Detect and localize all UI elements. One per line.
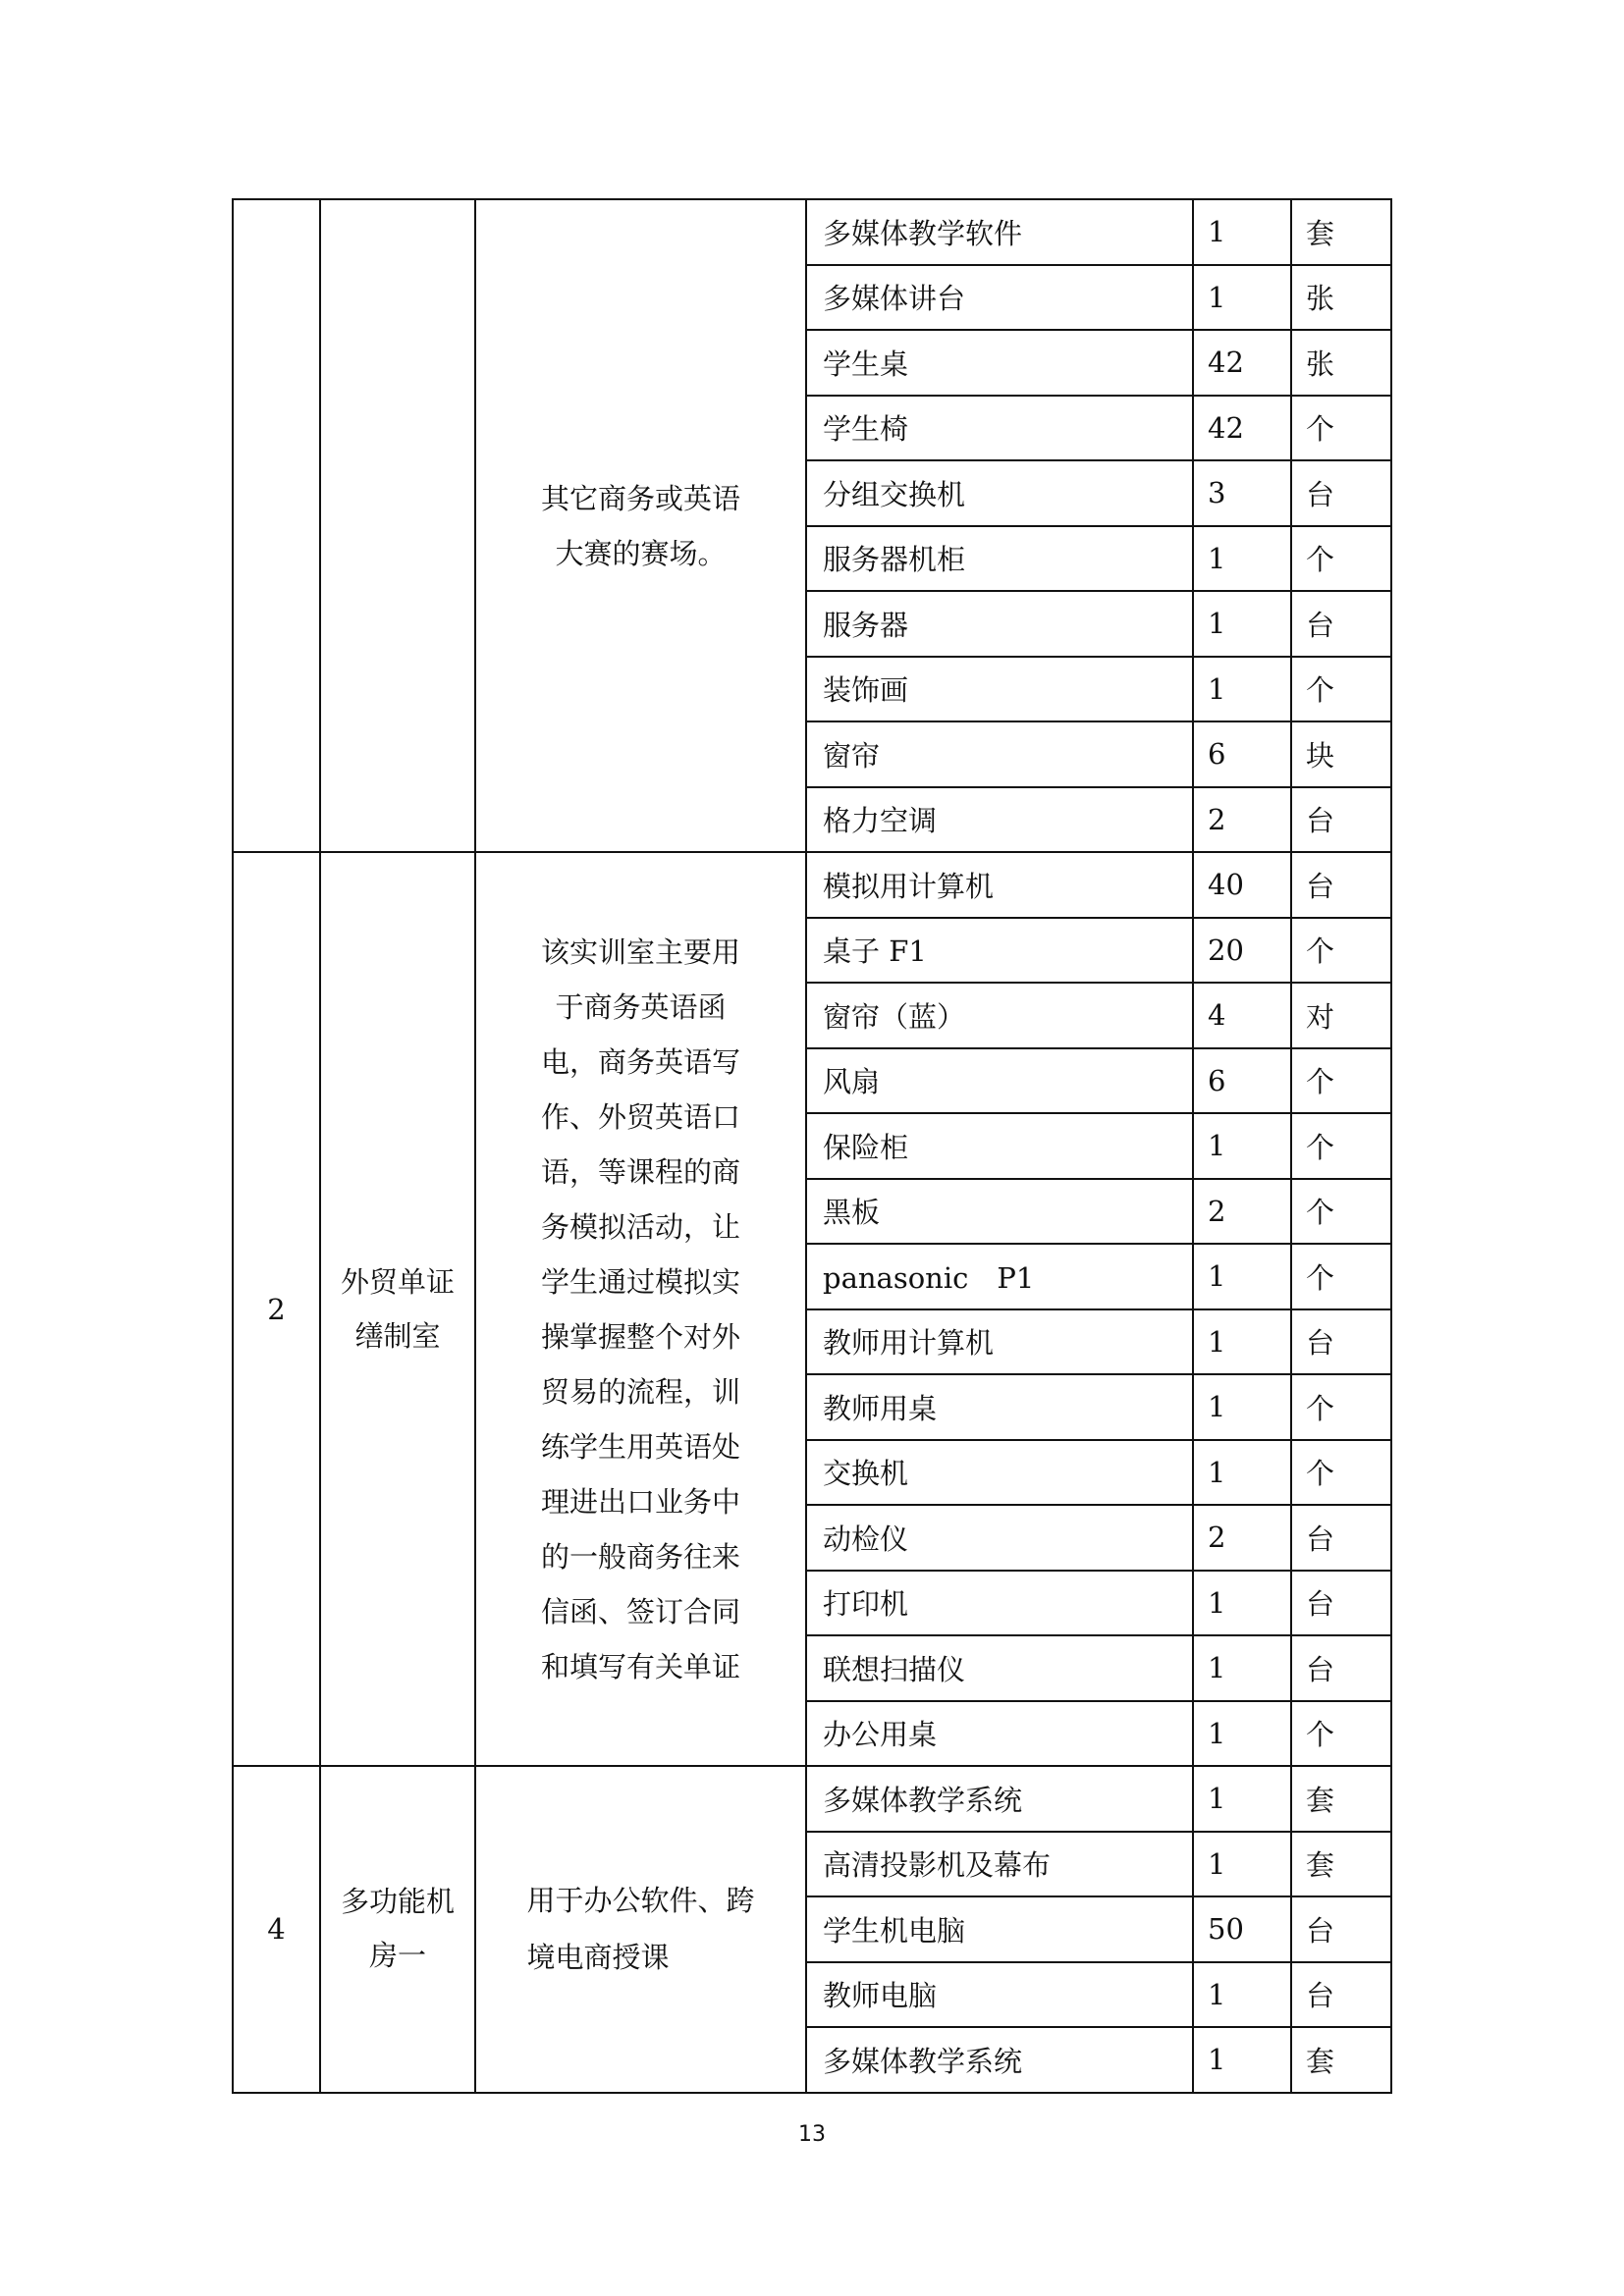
equipment-unit-cell: 个	[1291, 396, 1391, 461]
room-number-cell: 2	[233, 852, 320, 1766]
equipment-name-cell: 多媒体教学系统	[806, 1766, 1193, 1832]
equipment-unit-cell: 台	[1291, 1309, 1391, 1375]
equipment-name-cell: 交换机	[806, 1440, 1193, 1506]
room-description-cell	[475, 1766, 806, 2093]
equipment-name-cell: 黑板	[806, 1179, 1193, 1245]
equipment-quantity-cell: 50	[1193, 1896, 1291, 1962]
equipment-quantity-cell: 1	[1193, 1962, 1291, 2028]
equipment-unit-cell: 台	[1291, 1505, 1391, 1571]
equipment-quantity-cell: 1	[1193, 265, 1291, 331]
equipment-unit-cell: 个	[1291, 918, 1391, 984]
equipment-unit-cell: 个	[1291, 1244, 1391, 1309]
equipment-unit-cell: 个	[1291, 1048, 1391, 1114]
equipment-unit-cell: 台	[1291, 460, 1391, 526]
equipment-name-cell: 联想扫描仪	[806, 1635, 1193, 1701]
equipment-unit-cell: 套	[1291, 2027, 1391, 2093]
equipment-quantity-cell: 42	[1193, 330, 1291, 396]
room-description-text: 该实训室主要用于商务英语函电，商务英语写作、外贸英语口语，等课程的商务模拟活动，让学生通过模拟实操掌握整个对外贸易的流程，训练学生用英语处理进出口业务中的一般商务往来信函、签订合同和填写有关单证	[541, 934, 741, 1683]
room-number-cell: 4	[233, 1766, 320, 2093]
equipment-unit-cell: 台	[1291, 852, 1391, 918]
equipment-unit-cell: 台	[1291, 1962, 1391, 2028]
equipment-quantity-cell: 1	[1193, 1440, 1291, 1506]
table-row	[233, 199, 1391, 265]
equipment-unit-cell: 个	[1291, 657, 1391, 722]
equipment-unit-cell: 套	[1291, 1766, 1391, 1832]
equipment-unit-cell: 台	[1291, 1635, 1391, 1701]
equipment-name-cell: 学生机电脑	[806, 1896, 1193, 1962]
equipment-name-cell: 学生桌	[806, 330, 1193, 396]
room-name-cell	[320, 852, 475, 1766]
equipment-quantity-cell: 1	[1193, 1113, 1291, 1179]
room-description-text: 用于办公软件、跨境电商授课	[526, 1884, 755, 1975]
equipment-name-cell: 风扇	[806, 1048, 1193, 1114]
equipment-unit-cell: 个	[1291, 1179, 1391, 1245]
equipment-name-cell: 服务器机柜	[806, 526, 1193, 592]
equipment-unit-cell: 台	[1291, 787, 1391, 853]
equipment-quantity-cell: 1	[1193, 1309, 1291, 1375]
equipment-name-cell: 高清投影机及幕布	[806, 1832, 1193, 1897]
table-row	[233, 1766, 1391, 1832]
equipment-quantity-cell: 1	[1193, 199, 1291, 265]
equipment-unit-cell: 台	[1291, 1571, 1391, 1636]
equipment-quantity-cell: 1	[1193, 2027, 1291, 2093]
equipment-name-cell: 格力空调	[806, 787, 1193, 853]
room-name-cell	[320, 1766, 475, 2093]
equipment-unit-cell: 个	[1291, 1374, 1391, 1440]
equipment-name-cell: 桌子 F1	[806, 918, 1193, 984]
room-description-cell	[475, 199, 806, 852]
room-description-text: 其它商务或英语大赛的赛场。	[541, 481, 741, 570]
equipment-name-cell: panasonic P1	[806, 1244, 1193, 1309]
equipment-name-cell: 分组交换机	[806, 460, 1193, 526]
page-number: 13	[798, 2122, 826, 2147]
equipment-unit-cell: 对	[1291, 983, 1391, 1048]
equipment-unit-cell: 张	[1291, 330, 1391, 396]
room-name-text: 外贸单证缮制室	[341, 1264, 456, 1353]
equipment-unit-cell: 个	[1291, 1701, 1391, 1767]
table-row	[233, 852, 1391, 918]
equipment-name-cell: 教师电脑	[806, 1962, 1193, 2028]
room-description-cell	[475, 852, 806, 1766]
equipment-name-cell: 教师用桌	[806, 1374, 1193, 1440]
equipment-quantity-cell: 2	[1193, 1505, 1291, 1571]
equipment-name-cell: 多媒体讲台	[806, 265, 1193, 331]
equipment-name-cell: 多媒体教学软件	[806, 199, 1193, 265]
equipment-quantity-cell: 2	[1193, 1179, 1291, 1245]
equipment-unit-cell: 套	[1291, 199, 1391, 265]
room-number-cell	[233, 199, 320, 852]
equipment-quantity-cell: 1	[1193, 591, 1291, 657]
equipment-unit-cell: 张	[1291, 265, 1391, 331]
equipment-name-cell: 办公用桌	[806, 1701, 1193, 1767]
equipment-unit-cell: 套	[1291, 1832, 1391, 1897]
equipment-unit-cell: 台	[1291, 1896, 1391, 1962]
equipment-quantity-cell: 20	[1193, 918, 1291, 984]
equipment-name-cell: 多媒体教学系统	[806, 2027, 1193, 2093]
equipment-name-cell: 窗帘	[806, 721, 1193, 787]
equipment-quantity-cell: 1	[1193, 1244, 1291, 1309]
equipment-quantity-cell: 1	[1193, 1701, 1291, 1767]
equipment-name-cell: 保险柜	[806, 1113, 1193, 1179]
equipment-unit-cell: 块	[1291, 721, 1391, 787]
equipment-quantity-cell: 1	[1193, 1766, 1291, 1832]
equipment-name-cell: 教师用计算机	[806, 1309, 1193, 1375]
equipment-quantity-cell: 40	[1193, 852, 1291, 918]
equipment-name-cell: 服务器	[806, 591, 1193, 657]
equipment-table	[232, 198, 1392, 2094]
equipment-quantity-cell: 1	[1193, 526, 1291, 592]
equipment-quantity-cell: 3	[1193, 460, 1291, 526]
equipment-unit-cell: 个	[1291, 526, 1391, 592]
equipment-quantity-cell: 1	[1193, 1374, 1291, 1440]
equipment-unit-cell: 个	[1291, 1440, 1391, 1506]
equipment-name-cell: 动检仪	[806, 1505, 1193, 1571]
equipment-name-cell: 装饰画	[806, 657, 1193, 722]
equipment-quantity-cell: 1	[1193, 1832, 1291, 1897]
equipment-quantity-cell: 1	[1193, 1571, 1291, 1636]
equipment-quantity-cell: 1	[1193, 1635, 1291, 1701]
equipment-name-cell: 学生椅	[806, 396, 1193, 461]
equipment-name-cell: 模拟用计算机	[806, 852, 1193, 918]
equipment-unit-cell: 台	[1291, 591, 1391, 657]
room-name-text: 多功能机房一	[341, 1885, 456, 1973]
equipment-unit-cell: 个	[1291, 1113, 1391, 1179]
room-name-cell	[320, 199, 475, 852]
equipment-quantity-cell: 1	[1193, 657, 1291, 722]
equipment-quantity-cell: 2	[1193, 787, 1291, 853]
equipment-quantity-cell: 4	[1193, 983, 1291, 1048]
equipment-name-cell: 打印机	[806, 1571, 1193, 1636]
table-body	[233, 199, 1391, 2093]
equipment-name-cell: 窗帘（蓝）	[806, 983, 1193, 1048]
equipment-quantity-cell: 6	[1193, 1048, 1291, 1114]
equipment-quantity-cell: 42	[1193, 396, 1291, 461]
equipment-quantity-cell: 6	[1193, 721, 1291, 787]
